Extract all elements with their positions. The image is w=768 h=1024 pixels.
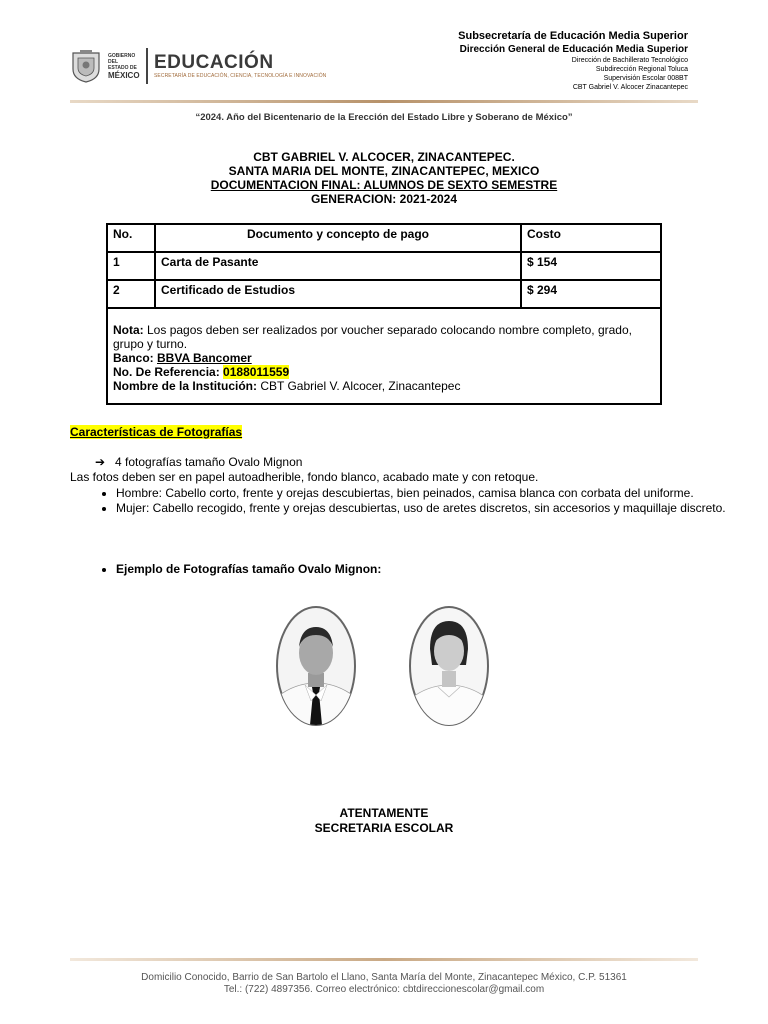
table-cell: $ 154 (521, 252, 661, 280)
table-row (107, 252, 661, 280)
table-cell: 1 (107, 252, 155, 280)
footer-divider (70, 958, 698, 961)
table-cell: $ 294 (521, 280, 661, 308)
reference-number: 0188011559 (223, 365, 290, 379)
list-item: • Mujer: Cabello recogido, frente y orejas descubiertas, uso de aretes discretos, sin accesorios y maquillaje discreto. (116, 501, 746, 516)
header-divider (70, 100, 698, 103)
government-logo (70, 46, 326, 86)
male-example-photo (275, 605, 357, 727)
state-seal-icon (70, 49, 102, 83)
bank-name: BBVA Bancomer (157, 351, 252, 365)
signature-block: ATENTAMENTE SECRETARIA ESCOLAR (314, 806, 454, 835)
table-header-cell: Documento y concepto de pago (155, 224, 521, 252)
table-header-cell: No. (107, 224, 155, 252)
table-header-row (107, 224, 661, 252)
table-header-cell: Costo (521, 224, 661, 252)
header-line-2: Dirección General de Educación Media Superior (459, 44, 688, 55)
note-row (107, 308, 661, 404)
table-cell: Certificado de Estudios (155, 280, 521, 308)
document-title: CBT GABRIEL V. ALCOCER, ZINACANTEPEC. SANTA MARIA DEL MONTE, ZINACANTEPEC, MEXICO DOCUMENTACION FINAL: ALUMNOS DE SEXTO SEMESTRE GENERACION: 2021-2024 (210, 150, 558, 206)
table-cell: Carta de Pasante (155, 252, 521, 280)
list-item: • Hombre: Cabello corto, frente y orejas descubiertas, bien peinados, camisa blanca con corbata del uniforme. (116, 486, 746, 501)
female-example-photo (408, 605, 490, 727)
photo-paper-requirements: Las fotos deben ser en papel autoadherible, fondo blanco, acabado mate y con retoque. (70, 470, 539, 484)
header-line-5: Supervisión Escolar 008BT (603, 75, 688, 82)
documents-table (106, 223, 662, 405)
table-cell: 2 (107, 280, 155, 308)
header-line-1: Subsecretaría de Educación Media Superior (458, 30, 688, 42)
photo-section-heading: Características de Fotografías (70, 425, 243, 439)
year-motto: “2024. Año del Bicentenario de la Erección del Estado Libre y Soberano de México” (195, 112, 573, 123)
photo-example-heading: • Ejemplo de Fotografías tamaño Ovalo Mignon: (70, 562, 746, 576)
header-line-6: CBT Gabriel V. Alcocer Zinacantepec (572, 84, 688, 91)
photo-requirements-list (70, 486, 746, 516)
header-line-4: Subdirección Regional Toluca (595, 66, 688, 73)
education-wordmark: EDUCACIÓN SECRETARÍA DE EDUCACIÓN, CIENCIA, TECNOLOGÍA E INNOVACIÓN (154, 51, 327, 79)
header-line-3: Dirección de Bachillerato Tecnológico (571, 57, 688, 64)
logo-divider (146, 48, 148, 84)
institution-header (458, 30, 688, 92)
government-name: GOBIERNO DEL ESTADO DE MÉXICO (108, 52, 140, 80)
photo-quantity: ➔ 4 fotografías tamaño Ovalo Mignon (95, 455, 303, 469)
arrow-right-icon: ➔ (95, 455, 106, 469)
table-row (107, 280, 661, 308)
footer-contact: Domicilio Conocido, Barrio de San Bartolo el Llano, Santa María del Monte, Zinacantepec México, C.P. 51361 Tel.: (722) 4897356. Correo electrónico: cbtdireccionescolar@gmail.com (141, 972, 627, 995)
payment-note: Nota: Los pagos deben ser realizados por voucher separado colocando nombre completo, grado, grupo y turno. Banco: BBVA Bancomer No. De Referencia: 0188011559 Nombre de la Institución: CBT Gabriel V. Alcocer, Zinacantepec (107, 308, 661, 404)
